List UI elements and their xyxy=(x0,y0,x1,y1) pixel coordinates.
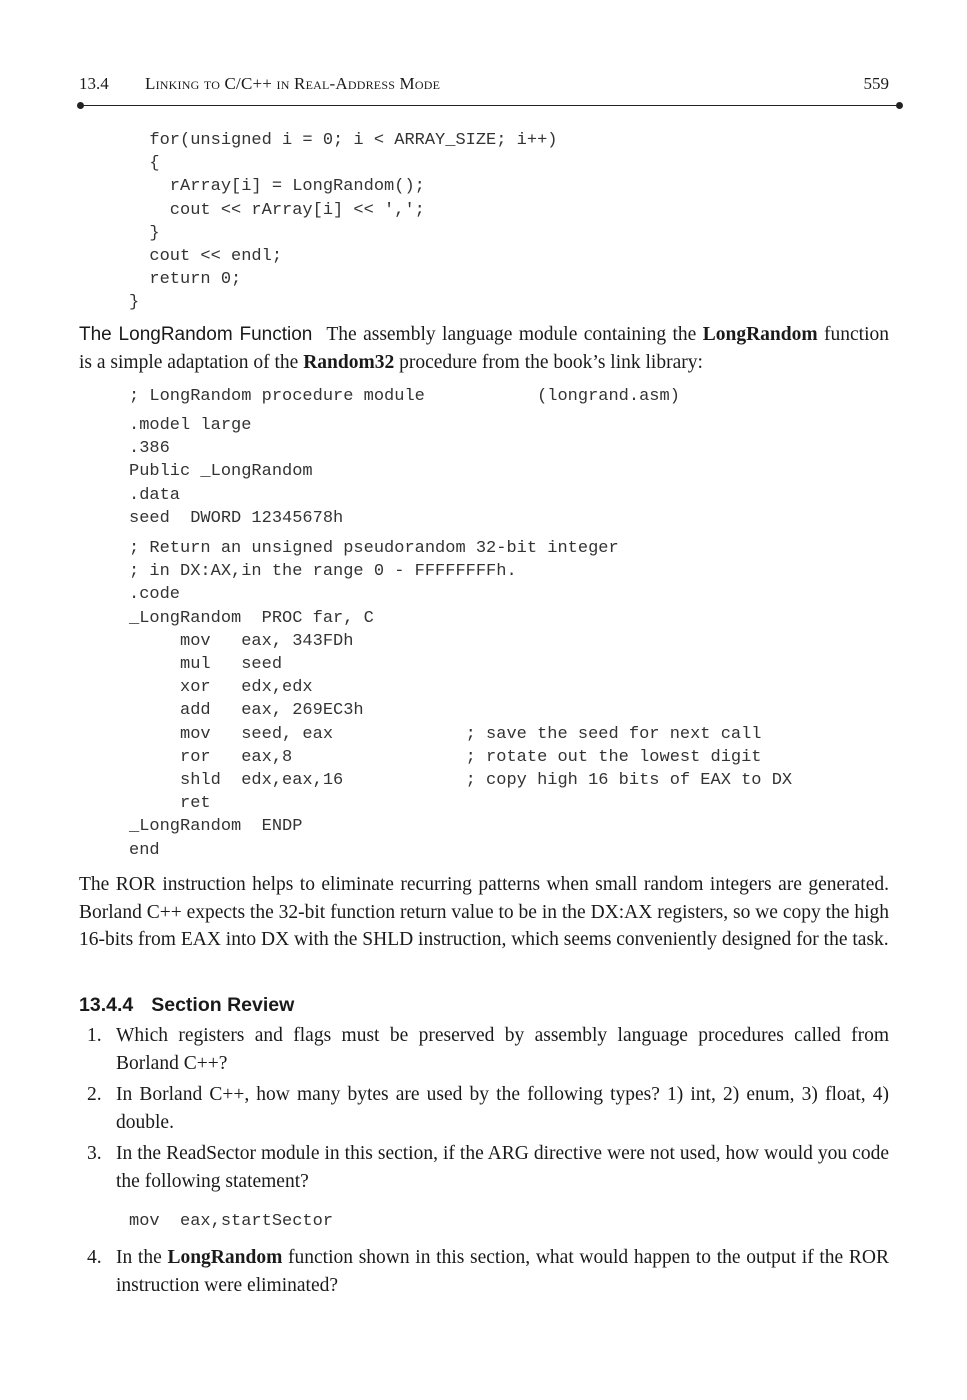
para-text: procedure from the book’s link library: xyxy=(394,351,703,373)
question-number: 1. xyxy=(87,1025,102,1046)
asm-header-comment: ; LongRandom procedure module (longrand.asm) xyxy=(129,387,680,406)
ror-paragraph: The ROR instruction helps to eliminate recurring patterns when small random integers are generated. Borland C++ expects the 32-bit function return value to be in the DX:AX registers, so we copy the high 16-bits from EAX into DX with the SHLD instruction, which seems conveniently designed for the task. xyxy=(79,874,889,950)
header-rule-left-dot xyxy=(77,102,84,109)
question-text: Which registers and flags must be preserved by assembly language procedures called from Borland C++? xyxy=(116,1025,889,1074)
header-rule-right-dot xyxy=(896,102,903,109)
longrandom-term: LongRandom xyxy=(167,1247,283,1268)
question-3-code: mov eax,startSector xyxy=(129,1212,334,1231)
question-text xyxy=(116,1244,889,1299)
question-text: In Borland C++, how many bytes are used by the following types? 1) int, 2) enum, 3) float, 4) double. xyxy=(116,1084,889,1133)
asm-data-block: .model large .386 Public _LongRandom .data seed DWORD 12345678h xyxy=(129,416,344,528)
random32-term: Random32 xyxy=(303,351,395,373)
section-review-heading xyxy=(79,994,294,1017)
para-text: The assembly language module containing the xyxy=(326,324,703,345)
longrandom-term: LongRandom xyxy=(702,324,818,345)
page-number: 559 xyxy=(863,74,889,93)
runin-heading-longrandom: The LongRandom Function xyxy=(79,324,313,345)
question-text-part: In the xyxy=(116,1247,168,1268)
question-number: 2. xyxy=(87,1084,102,1105)
question-text-part: function shown in this section, what would happen to the output if the ROR instruction were eliminated? xyxy=(116,1247,889,1296)
question-number: 4. xyxy=(87,1247,102,1268)
header-section-number: 13.4 xyxy=(79,74,109,93)
para-text: function is a simple adaptation of the xyxy=(79,324,890,373)
running-head xyxy=(79,74,889,98)
header-section-title: Linking to C/C++ in Real-Address Mode xyxy=(145,74,441,93)
question-text: In the ReadSector module in this section, if the ARG directive were not used, how would you code the following statement? xyxy=(116,1143,889,1192)
code-main-tail: for(unsigned i = 0; i < ARRAY_SIZE; i++) { rArray[i] = LongRandom(); cout << rArray[i] << ','; } cout << endl; return 0; } xyxy=(129,131,558,313)
section-review-number: 13.4.4 xyxy=(79,994,134,1016)
header-rule xyxy=(80,105,900,106)
section-review-title: Section Review xyxy=(151,994,295,1016)
longrandom-paragraph xyxy=(79,321,889,376)
question-number: 3. xyxy=(87,1143,102,1164)
asm-code-block: ; Return an unsigned pseudorandom 32-bit integer ; in DX:AX,in the range 0 - FFFFFFFFh. .code _LongRandom PROC far, C mov eax, 343FDh mul seed xor edx,edx add eax, 269EC3h mov seed, eax ; save the seed for next call ror eax,8 ; rotate out the lowest digit shld edx,eax,16 ; copy high 16 bits of EAX to DX ret _LongRandom ENDP end xyxy=(129,539,793,860)
